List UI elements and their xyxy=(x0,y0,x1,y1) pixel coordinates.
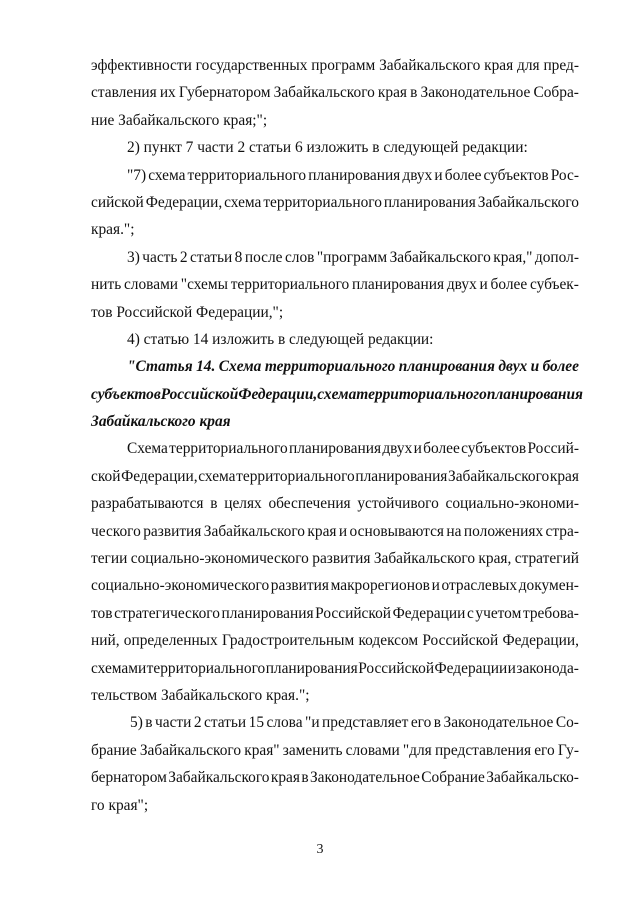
text-line: тегии социально-экономического развития Забайкальского края, стратегий xyxy=(91,550,579,568)
text-line: брание Забайкальского края" заменить словами "для представления его Гу- xyxy=(91,741,579,759)
text-line: тов Российской Федерации,"; xyxy=(91,303,284,321)
text-line: нить словами "схемы территориального планирования двух и более субъек- xyxy=(91,276,579,294)
text-line: 4) статью 14 изложить в следующей редакции: xyxy=(127,330,434,348)
text-line: го края"; xyxy=(91,796,149,814)
text-line: ние Забайкальского края;"; xyxy=(91,111,268,129)
document-body xyxy=(91,52,583,819)
text-line: тельством Забайкальского края."; xyxy=(91,686,310,704)
text-line: Схема территориального планирования двух и более субъектов Россий- xyxy=(127,440,579,458)
text-line: края."; xyxy=(91,221,135,239)
text-line: ставления их Губернатором Забайкальского края в Законодательное Собра- xyxy=(91,84,579,102)
text-line: ний, определенных Градостроительным кодексом Российской Федерации, xyxy=(91,632,579,650)
text-line: схемами территориального планирования Российской Федерации и законода- xyxy=(91,659,579,677)
text-line: Забайкальского края xyxy=(91,413,231,431)
text-line: тов стратегического планирования Российской Федерации с учетом требова- xyxy=(91,604,579,622)
text-line: ческого развития Забайкальского края и основываются на положениях стра- xyxy=(91,522,579,540)
text-line: 5) в части 2 статьи 15 слова "и представляет его в Законодательное Со- xyxy=(130,714,579,732)
text-line: разрабатываются в целях обеспечения устойчивого социально-экономи- xyxy=(91,495,579,513)
text-line: ской Федерации, схема территориального планирования Забайкальского края xyxy=(91,467,579,485)
text-line: субъектов Российской Федерации, схема территориального планирования xyxy=(91,385,583,403)
text-line: сийской Федерации, схема территориального планирования Забайкальского xyxy=(91,193,579,211)
text-line: эффективности государственных программ Забайкальского края для пред- xyxy=(91,57,579,74)
text-line: бернатором Забайкальского края в Законодательное Собрание Забайкальско- xyxy=(91,769,579,787)
text-line: "Статья 14. Схема территориального планирования двух и более xyxy=(127,358,579,376)
text-line: 3) часть 2 статьи 8 после слов "программ Забайкальского края," допол- xyxy=(127,248,579,266)
text-line: "7) схема территориального планирования двух и более субъектов Рос- xyxy=(127,166,579,184)
page-number: 3 xyxy=(316,842,324,857)
text-line: социально-экономического развития макрорегионов и отраслевых докумен- xyxy=(91,577,579,595)
text-line: 2) пункт 7 части 2 статьи 6 изложить в следующей редакции: xyxy=(127,139,528,157)
